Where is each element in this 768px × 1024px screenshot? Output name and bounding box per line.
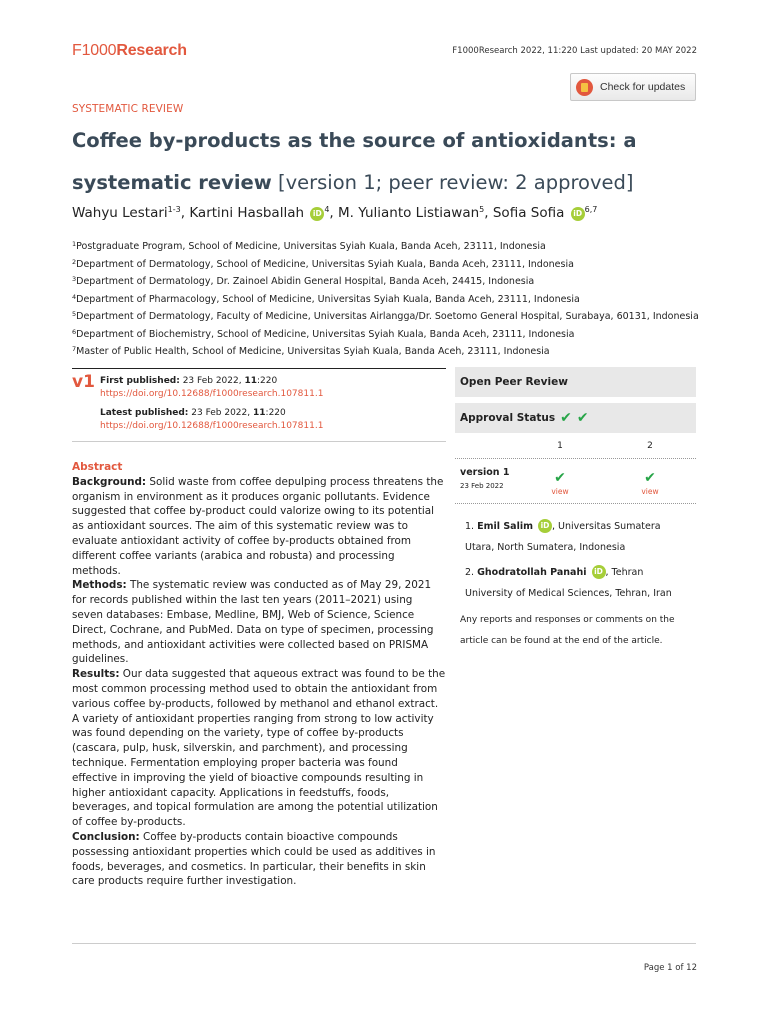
reviewer-affiliation: , Tehran University of Medical Sciences, Tehran, Iran	[465, 567, 672, 599]
check-for-updates-button[interactable]	[570, 73, 696, 101]
first-published-volume: 11	[244, 376, 257, 386]
publication-info	[72, 368, 446, 432]
affiliation-item	[72, 237, 712, 255]
affiliation-number: 1	[72, 240, 77, 248]
affiliation-number: 2	[72, 257, 77, 266]
author-name[interactable]: Kartini Hasballah	[189, 205, 305, 221]
abstract-section-text: Our data suggested that aqueous extract was found to be the most common processing method used to obtain the antioxidant from various coffee by-products, followed by methanol and ethanol extract. A variety of antioxidant properties ranging from strong to low activity was found depending on the variety, type of coffee by-products (cascara, pulp, husk, silverskin, and parchment), and processing technique. Fermentation employing proper bacteria was found effective in improving the yield of bioactive compounds resulting in higher antioxidant capacity. Applications in feedstuffs, foods, beverages, and topical formulation are among the potential utilization of coffee by-products.	[72, 668, 446, 829]
divider	[72, 943, 696, 944]
citation-line: F1000Research 2022, 11:220 Last updated: 20 MAY 2022	[452, 46, 697, 56]
latest-published-label: Latest published:	[100, 408, 189, 418]
approved-check-icon: ✔	[644, 470, 656, 486]
f1000research-logo[interactable]	[72, 42, 187, 60]
author-name[interactable]: M. Yulianto Listiawan	[338, 205, 480, 221]
abstract-methods	[72, 578, 446, 667]
spacer	[100, 400, 323, 407]
abstract-section-text: Solid waste from coffee depulping process threatens the organism in environment as it produces organic pollutants. Evidence suggested that coffee by-product could valorize owing to its potential as antioxidant sources. The aim of this systematic review was to evaluate antioxidant activity of coffee by-products obtained from different coffee variants (arabica and robusta) and processing methods.	[72, 475, 444, 577]
affiliation-text: Department of Dermatology, Dr. Zainoel Abidin General Hospital, Banda Aceh, 24415, Indonesia	[76, 276, 535, 287]
abstract	[72, 460, 446, 889]
author-affil-ref: 6,7	[584, 205, 598, 214]
abstract-section-text: The systematic review was conducted as of May 29, 2021 for records published within the last ten years (2011–2021) using seven databases: Embase, Medline, BMJ, Web of Science, Science Direct, Cochrane, and PubMed. Data on type of specimen, processing methods, and antioxidant activities were collected based on PRISMA guidelines.	[72, 579, 434, 666]
latest-published-volume: 11	[253, 408, 266, 418]
abstract-background	[72, 475, 446, 579]
abstract-section-label: Results:	[72, 668, 120, 681]
logo-research: Research	[116, 42, 187, 59]
checkmark-icon: ✔	[560, 410, 572, 426]
author-name[interactable]: Wahyu Lestari	[72, 205, 168, 221]
divider	[72, 441, 446, 442]
affiliation-list	[72, 237, 712, 360]
article-title-main: Coffee by-products as the source of antioxidants: a systematic review	[72, 129, 637, 194]
affiliation-text: Department of Biochemistry, School of Medicine, Universitas Syiah Kuala, Banda Aceh, 23111, Indonesia	[76, 328, 575, 340]
orcid-icon[interactable]: iD	[538, 519, 552, 533]
version-row	[455, 459, 696, 504]
approved-check-icon: ✔	[554, 470, 566, 486]
page-number: Page 1 of 12	[643, 963, 697, 973]
first-doi-link[interactable]: https://doi.org/10.12688/f1000research.107811.1	[100, 388, 324, 399]
author-affil-ref: 1-3	[167, 205, 181, 214]
abstract-conclusion	[72, 830, 446, 889]
spacer	[455, 441, 515, 451]
orcid-icon[interactable]: iD	[310, 207, 324, 221]
orcid-icon[interactable]: iD	[592, 565, 606, 579]
reviewer-name[interactable]: Emil Salim	[477, 521, 533, 532]
crossmark-icon	[576, 79, 593, 96]
reviewer-affiliation: , Universitas Sumatera Utara, North Sumatera, Indonesia	[465, 521, 661, 553]
author-list	[72, 205, 722, 221]
first-published-date: 23 Feb 2022,	[179, 376, 245, 386]
latest-published-date: 23 Feb 2022,	[188, 408, 253, 418]
reviewer-2-status	[605, 467, 695, 496]
affiliation-item	[72, 272, 712, 290]
affiliation-item	[72, 325, 712, 343]
author-separator: ,	[484, 205, 493, 221]
reviewer-columns	[455, 441, 696, 459]
affiliation-number: 3	[72, 275, 77, 283]
affiliation-number: 5	[72, 310, 77, 318]
reviewer-list	[455, 504, 696, 604]
version-name: version 1	[460, 467, 510, 478]
checkmark-icon: ✔	[576, 410, 589, 426]
version-badge: v1	[72, 372, 95, 392]
latest-doi-link[interactable]: https://doi.org/10.12688/f1000research.107811.1	[100, 420, 324, 431]
logo-f1000: F1000	[72, 42, 117, 59]
reviewer-index: 1.	[465, 521, 475, 532]
affiliation-number: 6	[72, 327, 77, 336]
reviewer-column-2: 2	[647, 441, 653, 451]
first-published-article: :220	[256, 376, 278, 386]
check-for-updates-label: Check for updates	[600, 81, 686, 93]
author-name[interactable]: Sofia Sofia	[492, 205, 565, 221]
affiliation-text: Postgraduate Program, School of Medicine, Universitas Syiah Kuala, Banda Aceh, 23111, Indonesia	[76, 241, 546, 252]
reviewer-column-1: 1	[557, 441, 563, 451]
first-published-line	[100, 375, 323, 388]
reviewer-index: 2.	[465, 567, 475, 578]
open-peer-review-title: Open Peer Review	[455, 367, 696, 397]
affiliation-item	[72, 255, 712, 273]
approval-status	[455, 403, 696, 433]
author-affil-ref: 5	[479, 205, 485, 214]
orcid-icon[interactable]: iD	[571, 207, 585, 221]
abstract-results	[72, 667, 446, 830]
version-date: 23 Feb 2022	[460, 482, 504, 490]
version-label-cell	[455, 467, 515, 496]
view-report-link[interactable]: view	[551, 487, 569, 496]
reviewer-1-status	[515, 467, 605, 496]
article-category: SYSTEMATIC REVIEW	[72, 103, 184, 115]
approval-status-label: Approval Status	[460, 412, 556, 424]
first-published-label: First published:	[100, 376, 180, 386]
reviewer-name[interactable]: Ghodratollah Panahi	[477, 567, 587, 578]
article-title	[72, 120, 712, 204]
affiliation-text: Department of Dermatology, School of Medicine, Universitas Syiah Kuala, Banda Aceh, 23111, Indonesia	[76, 258, 574, 270]
latest-published-line	[100, 407, 323, 420]
abstract-section-label: Conclusion:	[72, 830, 140, 843]
abstract-section-label: Methods:	[72, 579, 127, 592]
affiliation-number: 4	[72, 292, 77, 301]
reviewer-item	[465, 516, 691, 558]
affiliation-item	[72, 307, 712, 325]
abstract-section-label: Background:	[72, 475, 147, 488]
affiliation-text: Master of Public Health, School of Medicine, Universitas Syiah Kuala, Banda Aceh, 23111, Indonesia	[76, 346, 550, 357]
open-peer-review-panel	[455, 367, 696, 652]
reports-note: Any reports and responses or comments on the article can be found at the end of the article.	[460, 615, 675, 646]
reviewer-item	[465, 562, 691, 604]
author-separator: ,	[180, 205, 190, 221]
abstract-heading: Abstract	[72, 461, 123, 473]
affiliation-number: 7	[72, 345, 77, 353]
publication-dates	[100, 375, 323, 432]
abstract-section-text: Coffee by-products contain bioactive compounds possessing antioxidant properties which could be used as additives in foods, beverages, and cosmetics. In particular, their benefits in skin care products require further investigation.	[72, 830, 436, 888]
affiliation-text: Department of Pharmacology, School of Medicine, Universitas Syiah Kuala, Banda Aceh, 23111, Indonesia	[76, 293, 580, 305]
affiliation-item	[72, 290, 712, 308]
author-separator: ,	[329, 205, 339, 221]
author-affil-ref: 4	[324, 205, 330, 214]
latest-published-article: :220	[265, 408, 286, 418]
affiliation-text: Department of Dermatology, Faculty of Medicine, Universitas Airlangga/Dr. Soetomo General Hospital, Surabaya, 60131, Indonesia	[76, 311, 699, 322]
article-title-version: [version 1; peer review: 2 approved]	[271, 171, 634, 194]
view-report-link[interactable]: view	[641, 487, 659, 496]
affiliation-item	[72, 342, 712, 360]
